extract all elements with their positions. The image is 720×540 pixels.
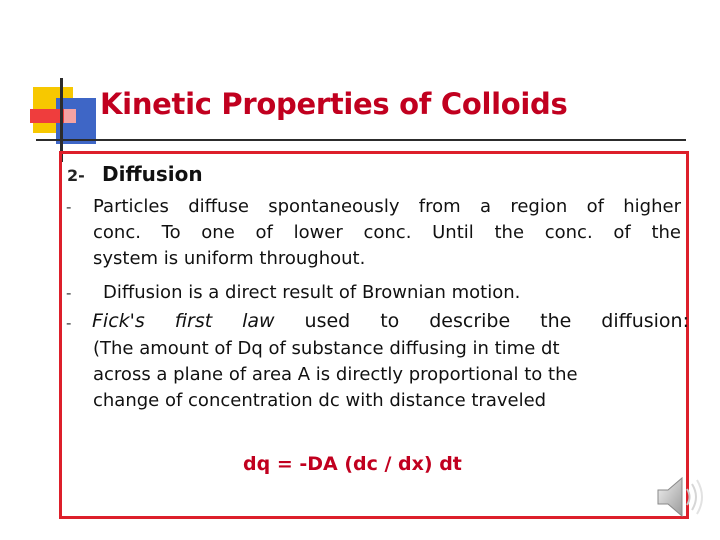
bullet3-line2: (The amount of Dq of substance diffusing in time dt — [93, 338, 560, 359]
section-number: 2- — [67, 166, 85, 185]
bullet-marker: - — [66, 314, 72, 332]
bullet3-line1 — [92, 310, 689, 332]
word: the — [540, 310, 572, 332]
bullet3-line3: across a plane of area A is directly proportional to the — [93, 364, 578, 385]
title-underline — [36, 139, 686, 141]
word: one — [201, 222, 235, 243]
word: to — [380, 310, 400, 332]
word: of — [586, 196, 604, 217]
fick-word: Fick's — [92, 310, 145, 332]
word: conc. — [363, 222, 412, 243]
bullet1-line2 — [93, 222, 681, 243]
bullet2-text: Diffusion is a direct result of Brownian motion. — [103, 282, 521, 303]
word: the — [651, 222, 681, 243]
fick-word: law — [242, 310, 275, 332]
word: diffusion: — [601, 310, 689, 332]
word: spontaneously — [268, 196, 400, 217]
word: the — [494, 222, 525, 243]
bullet3-line4: change of concentration dc with distance traveled — [93, 390, 547, 411]
word: conc. — [93, 222, 141, 243]
bullet1-line3: system is uniform throughout. — [93, 248, 366, 269]
word: of — [613, 222, 631, 243]
word: of — [255, 222, 273, 243]
word: region — [510, 196, 568, 217]
word: conc. — [544, 222, 593, 243]
bullet-marker: - — [66, 198, 72, 216]
speaker-icon[interactable] — [652, 472, 706, 522]
decorative-vertical-line — [60, 78, 63, 162]
decorative-bar-pink — [64, 109, 76, 123]
word: from — [418, 196, 461, 217]
word: lower — [293, 222, 343, 243]
word: Until — [432, 222, 474, 243]
ficks-law-equation: dq = -DA (dc / dx) dt — [243, 453, 462, 475]
word: used — [304, 310, 351, 332]
word: higher — [623, 196, 681, 217]
decorative-bar-red — [30, 109, 64, 123]
word: Particles — [93, 196, 169, 217]
fick-word: first — [174, 310, 213, 332]
section-title: Diffusion — [102, 162, 203, 186]
word: To — [161, 222, 181, 243]
slide-title: Kinetic Properties of Colloids — [100, 87, 568, 121]
word: a — [479, 196, 492, 217]
bullet1-line1 — [93, 196, 681, 217]
bullet-marker: - — [66, 284, 72, 302]
word: diffuse — [188, 196, 249, 217]
word: describe — [429, 310, 511, 332]
